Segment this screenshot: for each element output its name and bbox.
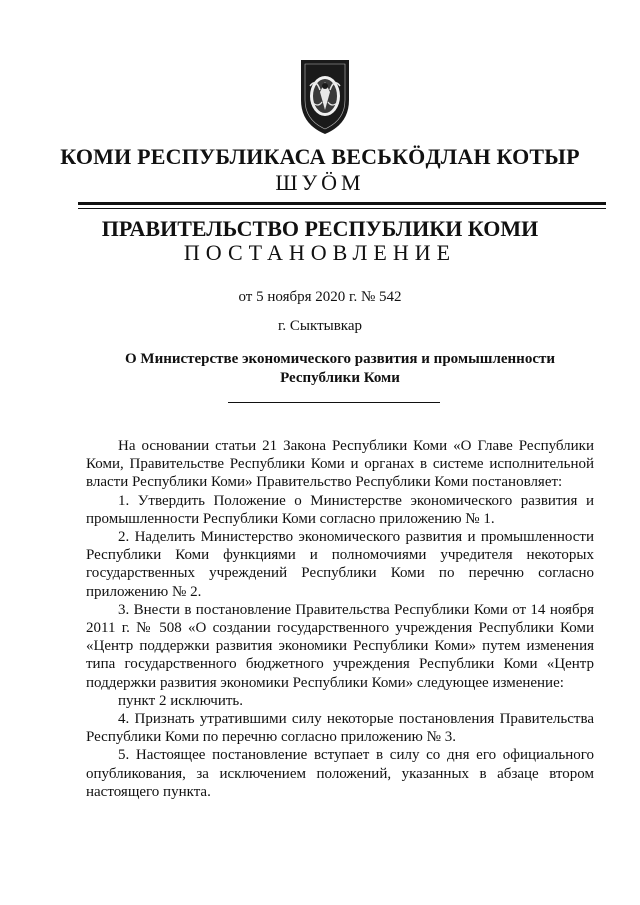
header-divider-thin bbox=[78, 208, 606, 209]
body-paragraph-5: 5. Настоящее постановление вступает в силу со дня его официального опубликования, за исключением положений, указанных в абзаце втором настоящего пункта. bbox=[86, 747, 594, 800]
subject-line-2: Республики Коми bbox=[280, 370, 400, 386]
body-paragraph-2: 2. Наделить Министерство экономического развития и промышленности Республики Коми функциями и полномочиями учредителя некоторых государственных учреждений Республики Коми по перечню согласно приложению № 2. bbox=[86, 529, 594, 600]
document-city: г. Сыктывкар bbox=[277, 318, 363, 334]
komi-title: КОМИ РЕСПУБЛИКАСА ВЕСЬКӦДЛАН КОТЫР bbox=[60, 144, 580, 169]
body-paragraph-preamble: На основании статьи 21 Закона Республики Коми «О Главе Республики Коми, Правительстве Республики Коми и органах в системе исполнительной власти Республики Коми» Правительство Республики Коми постановляет: bbox=[86, 438, 594, 491]
subject-line-1: О Министерстве экономического развития и промышленности bbox=[125, 351, 555, 367]
coat-of-arms-icon bbox=[298, 56, 352, 136]
header-divider-thick bbox=[78, 202, 606, 205]
body-paragraph-4: 4. Признать утратившими силу некоторые постановления Правительства Республики Коми по перечню согласно приложению № 3. bbox=[86, 711, 594, 746]
body-paragraph-3-sub: пункт 2 исключить. bbox=[118, 692, 244, 709]
document-body bbox=[86, 437, 594, 801]
body-paragraph-3: 3. Внести в постановление Правительства Республики Коми от 14 ноября 2011 г. № 508 «О создании государственного учреждения Республики Коми «Центр поддержки развития экономики Республики Коми» путем изменения типа государственного бюджетного учреждения Республики Коми «Центр поддержки развития экономики Республики Коми» следующее изменение: bbox=[86, 601, 594, 691]
komi-subtitle: ШУӦМ bbox=[275, 170, 365, 195]
subject-underline bbox=[228, 402, 440, 403]
document-type: ПОСТАНОВЛЕНИЕ bbox=[183, 240, 457, 265]
document-subject bbox=[90, 350, 590, 388]
body-paragraph-1: 1. Утвердить Положение о Министерстве экономического развития и промышленности Республики Коми согласно приложению № 1. bbox=[86, 492, 594, 527]
government-title: ПРАВИТЕЛЬСТВО РЕСПУБЛИКИ КОМИ bbox=[101, 216, 539, 241]
document-date-number: от 5 ноября 2020 г. № 542 bbox=[238, 289, 402, 305]
